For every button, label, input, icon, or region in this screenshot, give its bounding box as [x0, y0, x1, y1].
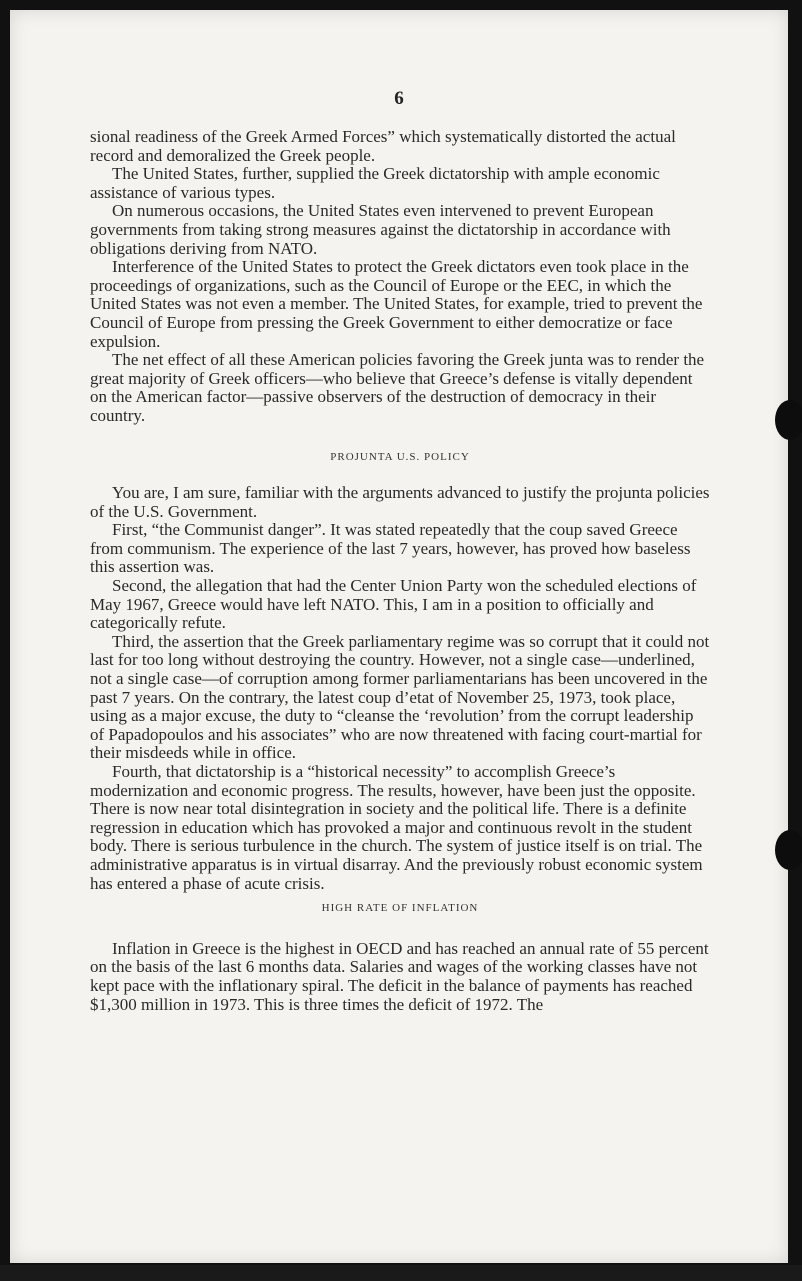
paragraph: Inflation in Greece is the highest in OECD and has reached an annual rate of 55 percent on the basis of the last 6 months data. Salaries and wages of the working classes have not kept pace with the inflationary spiral. The deficit in the balance of payments has reached $1,300 million in 1973. This is three times the deficit of 1972. The	[90, 938, 709, 1014]
punch-hole-bottom	[775, 830, 802, 870]
section-heading-projunta: PROJUNTA U.S. POLICY	[330, 450, 470, 463]
paragraph: Fourth, that dictatorship is a “historical necessity” to accomplish Greece’s modernization and economic progress. The results, however, have been just the opposite. There is now near total disintegration in society and the political life. There is a definite regression in education which has provoked a major and continuous revolt in the student body. There is serious turbulence in the church. The system of justice itself is on trial. The administrative apparatus is in virtual disarray. And the previously robust economic system has entered a phase of acute crisis.	[90, 762, 703, 893]
paragraph: The net effect of all these American policies favoring the Greek junta was to render the great majority of Greek officers—who believe that Greece’s defense is vitally dependent on the American factor—passive observers of the destruction of democracy in their country.	[90, 350, 705, 425]
scan-edge	[0, 1265, 802, 1281]
section-heading-inflation: HIGH RATE OF INFLATION	[321, 902, 479, 915]
punch-hole-top	[775, 400, 802, 440]
paragraph: Third, the assertion that the Greek parliamentary regime was so corrupt that it could not last for too long without destroying the country. However, not a single case—underlined, not a single case—of corruption among former parliamentarians has been uncovered in the past 7 years. On the contrary, the latest coup d’etat of November 25, 1973, took place, using as a major excuse, the duty to “cleanse the ‘revolution’ from the corrupt leadership of Papadopoulos and his associates” who are now threatened with facing court-martial for their misdeeds while in office.	[90, 631, 710, 763]
paragraph: Second, the allegation that had the Center Union Party won the scheduled elections of May 1967, Greece would have left NATO. This, I am in a position to officially and categorically refute.	[90, 576, 697, 633]
paragraph: Interference of the United States to protect the Greek dictators even took place in the proceedings of organizations, such as the Council of Europe or the EEC, in which the United States was not even a member. The United States, for example, tried to prevent the Council of Europe from pressing the Greek Government to either democratize or face expulsion.	[90, 257, 703, 351]
paragraph: The United States, further, supplied the Greek dictatorship with ample economic assistance of various types.	[90, 164, 660, 202]
page-body	[90, 128, 710, 1014]
paragraph: On numerous occasions, the United States even intervened to prevent European governments from taking strong measures against the dictatorship in accordance with obligations deriving from NATO.	[90, 201, 671, 258]
paragraph: sional readiness of the Greek Armed Forces” which systematically distorted the actual record and demoralized the Greek people.	[90, 127, 676, 165]
paragraph: First, “the Communist danger”. It was stated repeatedly that the coup saved Greece from communism. The experience of the last 7 years, however, has proved how baseless this assertion was.	[90, 520, 691, 577]
paragraph: You are, I am sure, familiar with the arguments advanced to justify the projunta policies of the U.S. Government.	[90, 483, 710, 521]
document-page	[10, 10, 788, 1263]
page-number: 6	[394, 88, 404, 109]
